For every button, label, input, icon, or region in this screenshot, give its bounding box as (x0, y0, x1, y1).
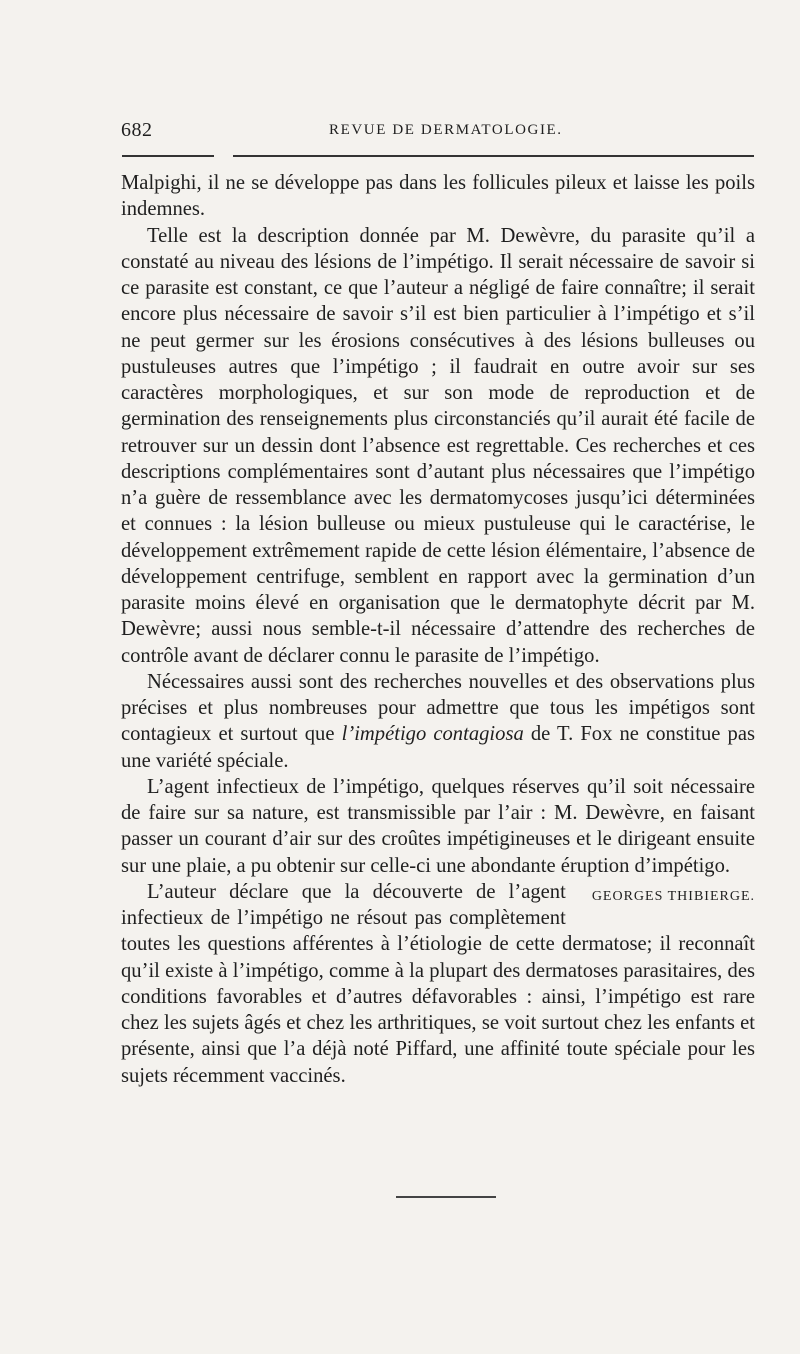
impetigo-contagiosa-term: l’impétigo contagiosa (341, 723, 524, 746)
paragraph-continuation: Malpighi, il ne se développe pas dans les follicules pileux et laisse les poils indemnes. (121, 172, 755, 221)
paragraph-transmission: L’agent infectieux de l’impétigo, quelques réserves qu’il soit nécessaire de faire sur sa nature, est transmissible par l’air : M. Dewèvre, en faisant passer un courant d’air sur des croûtes impétigineuses et le dirigeant ensuite sur une plaie, a pu obtenir sur celle-ci une abondante éruption d’impétigo. (121, 775, 755, 877)
end-rule (396, 1196, 496, 1198)
paragraph-contagiosity (121, 669, 755, 774)
author-signature: GEORGES THIBIERGE. (591, 888, 755, 904)
page-header (121, 119, 755, 143)
paragraph-etiology-text: L’auteur déclare que la découverte de l’agent infectieux de l’impétigo ne résout pas complètement toutes les questions afférentes à l’étiologie de cette dermatose; il reconnaît qu’il existe à l’impétigo, comme à la plupart des dermatoses parasitaires, des conditions favorables et d’autres défavorables : ainsi, l’impétigo est rare chez les sujets âgés et chez les arthritiques, se voit surtout chez les enfants et présente, ainsi que l’a déjà noté Piffard, une affinité toute spéciale pour les sujets récemment vaccinés. (121, 880, 755, 1087)
header-rule-right (233, 155, 754, 157)
paragraph-etiology (121, 879, 755, 1089)
page-number: 682 (121, 119, 153, 141)
paragraph-parasite-description: Telle est la description donnée par M. Dewèvre, du parasite qu’il a constaté au niveau des lésions de l’impétigo. Il serait nécessaire de savoir si ce parasite est constant, ce que l’auteur a négligé de faire connaître; il serait encore plus nécessaire de savoir s’il est bien particulier à l’impétigo et s’il ne peut germer sur les érosions consécutives à des lésions bulleuses ou pustuleuses autres que l’impétigo ; il faudrait en outre avoir sur ses caractères morphologiques, et sur son mode de reproduction et de germination des renseignements plus circonstanciés qu’il aurait été facile de retrouver sur un dessin dont l’absence est regrettable. Ces recherches et ces descriptions complémentaires sont d’autant plus nécessaires que l’impétigo n’a guère de ressemblance avec les dermatomycoses jusqu’ici déterminées et connues : la lésion bulleuse ou mieux pustuleuse qui le caractérise, le développement extrêmement rapide de cette lésion élémentaire, l’absence de développement centrifuge, semblent en rapport avec la germination d’un parasite moins élevé en organisation que le dermatophyte décrit par M. Dewèvre; aussi nous semble-t-il nécessaire d’attendre des recherches de contrôle avant de déclarer connu le parasite de l’impétigo. (121, 224, 755, 667)
running-title: REVUE DE DERMATOLOGIE. (329, 122, 563, 138)
article-body (121, 170, 755, 1089)
paragraph-contagiosity-text-after: de T. Fox ne constitue pas une variété spéciale. (121, 723, 755, 772)
header-rule-left (122, 155, 214, 157)
paragraph-contagiosity-text-before: Nécessaires aussi sont des recherches nouvelles et des observations plus précises et plus nombreuses pour admettre que tous les impétigos sont contagieux et surtout que (121, 670, 755, 746)
